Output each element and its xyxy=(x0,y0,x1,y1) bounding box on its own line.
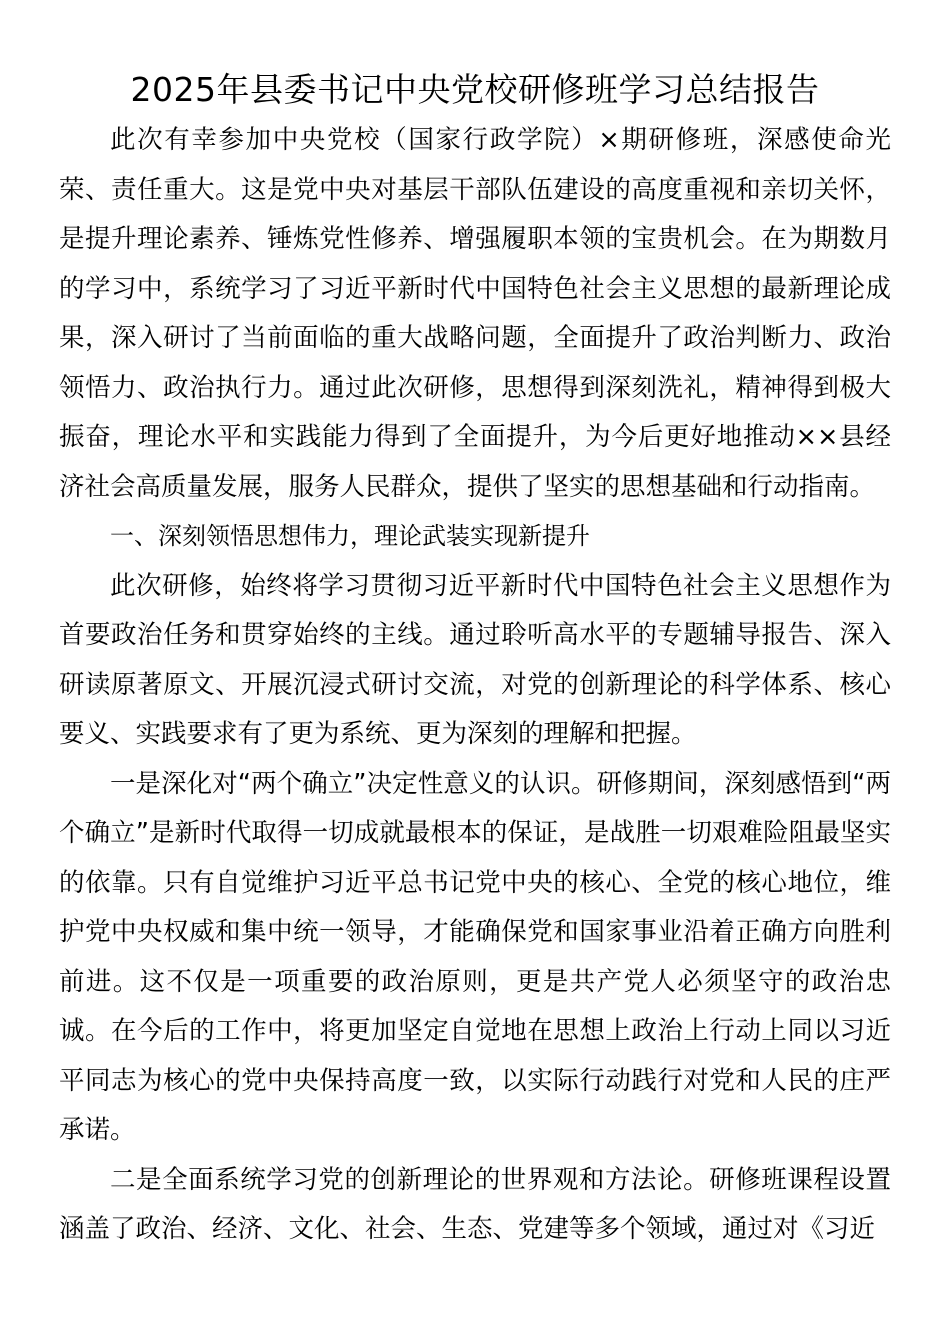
section-heading: 一、深刻领悟思想伟力，理论武装实现新提升 xyxy=(110,522,590,550)
point-two-paragraph: 二是全面系统学习党的创新理论的世界观和方法论。研修班课程设置涵盖了政治、经济、文化、社会、生态、党建等多个领域，通过对《习近 xyxy=(59,1164,891,1244)
section-intro-paragraph: 此次研修，始终将学习贯彻习近平新时代中国特色社会主义思想作为首要政治任务和贯穿始终的主线。通过聆听高水平的专题辅导报告、深入研读原著原文、开展沉浸式研讨交流，对党的创新理论的科学体系、核心要义、实践要求有了更为系统、更为深刻的理解和把握。 xyxy=(59,570,891,749)
document-body xyxy=(59,116,891,1255)
point-one-paragraph: 一是深化对“两个确立”决定性意义的认识。研修期间，深刻感悟到“两个确立”是新时代取得一切成就最根本的保证，是战胜一切艰难险阻最坚实的依靠。只有自觉维护习近平总书记党中央的核心、全党的核心地位，维护党中央权威和集中统一领导，才能确保党和国家事业沿着正确方向胜利前进。这不仅是一项重要的政治原则，更是共产党人必须坚守的政治忠诚。在今后的工作中，将更加坚定自觉地在思想上政治上行动上同以习近平同志为核心的党中央保持高度一致，以实际行动践行对党和人民的庄严承诺。 xyxy=(59,768,891,1145)
intro-paragraph: 此次有幸参加中央党校（国家行政学院）×期研修班，深感使命光荣、责任重大。这是党中央对基层干部队伍建设的高度重视和亲切关怀，是提升理论素养、锤炼党性修养、增强履职本领的宝贵机会。在为期数月的学习中，系统学习了习近平新时代中国特色社会主义思想的最新理论成果，深入研讨了当前面临的重大战略问题，全面提升了政治判断力、政治领悟力、政治执行力。通过此次研修，思想得到深刻洗礼，精神得到极大振奋，理论水平和实践能力得到了全面提升，为今后更好地推动××县经济社会高质量发展，服务人民群众，提供了坚实的思想基础和行动指南。 xyxy=(59,125,891,502)
document-title: 2025年县委书记中央党校研修班学习总结报告 xyxy=(130,70,820,109)
